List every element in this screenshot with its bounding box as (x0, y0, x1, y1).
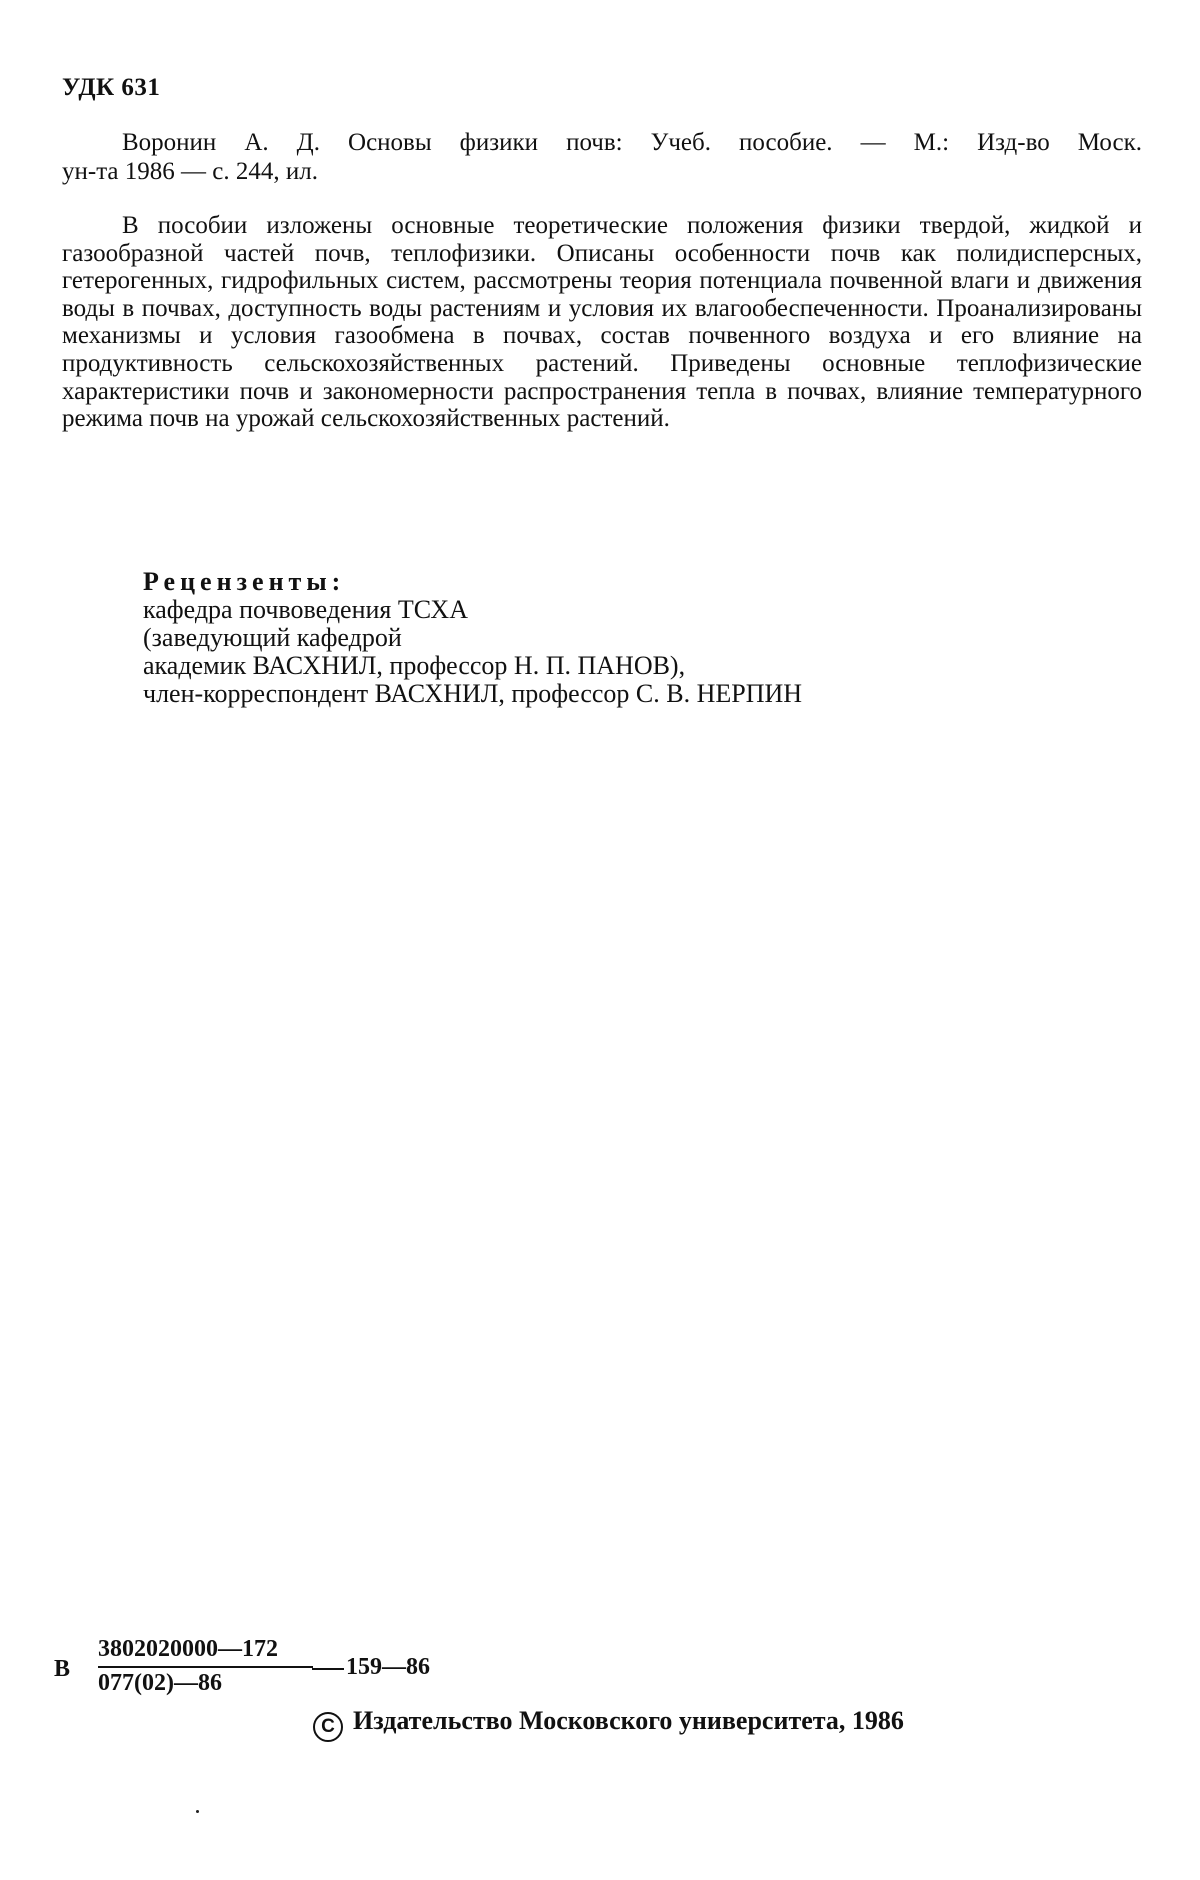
catalog-index-prefix: В (54, 1656, 71, 1682)
citation-line-2: ун-та 1986 — с. 244, ил. (62, 158, 318, 185)
catalog-index-denominator: 077(02)—86 (98, 1670, 222, 1696)
reviewer-line: (заведующий кафедрой (143, 623, 402, 652)
scan-speck (196, 1810, 199, 1813)
copyright-text: Издательство Московского университета, 1986 (353, 1706, 904, 1735)
catalog-index-numerator: 3802020000—172 (98, 1636, 313, 1668)
catalog-index-connector (312, 1668, 344, 1670)
catalog-index-fraction (98, 1636, 313, 1697)
copyright-icon: C (313, 1712, 343, 1742)
copyright-line (313, 1706, 904, 1742)
reviewer-line: академик ВАСХНИЛ, профессор Н. П. ПАНОВ), (143, 651, 686, 680)
reviewers-heading: Рецензенты: (143, 567, 346, 596)
reviewer-line: кафедра почвоведения ТСХА (143, 595, 468, 624)
bibliographic-citation (62, 128, 1142, 186)
udk-code: УДК 631 (62, 74, 161, 101)
reviewers-block (143, 568, 802, 708)
abstract-paragraph: В пособии изложены основные теоретические положения физики твердой, жидкой и газообразной частей почв, теплофизики. Описаны особенности почв как полидисперсных, гетерогенных, гидрофильных систем, рассмотрены теория потенциала почвенной влаги и движения воды в почвах, доступность воды растениям и условия их влагообеспеченности. Проанализированы механизмы и условия газообмена в почвах, состав почвенного воздуха и его влияние на продуктивность сельскохозяйственных растений. Приведены основные теплофизические характеристики почв и закономерности распространения тепла в почвах, влияние температурного режима почв на урожай сельскохозяйственных растений. (62, 212, 1142, 433)
reviewer-line: член-корреспондент ВАСХНИЛ, профессор С. В. НЕРПИН (143, 679, 803, 708)
catalog-index-code: 159—86 (346, 1654, 430, 1680)
citation-line-1: Воронин А. Д. Основы физики почв: Учеб. пособие. — М.: Изд-во Моск. (122, 129, 1142, 156)
